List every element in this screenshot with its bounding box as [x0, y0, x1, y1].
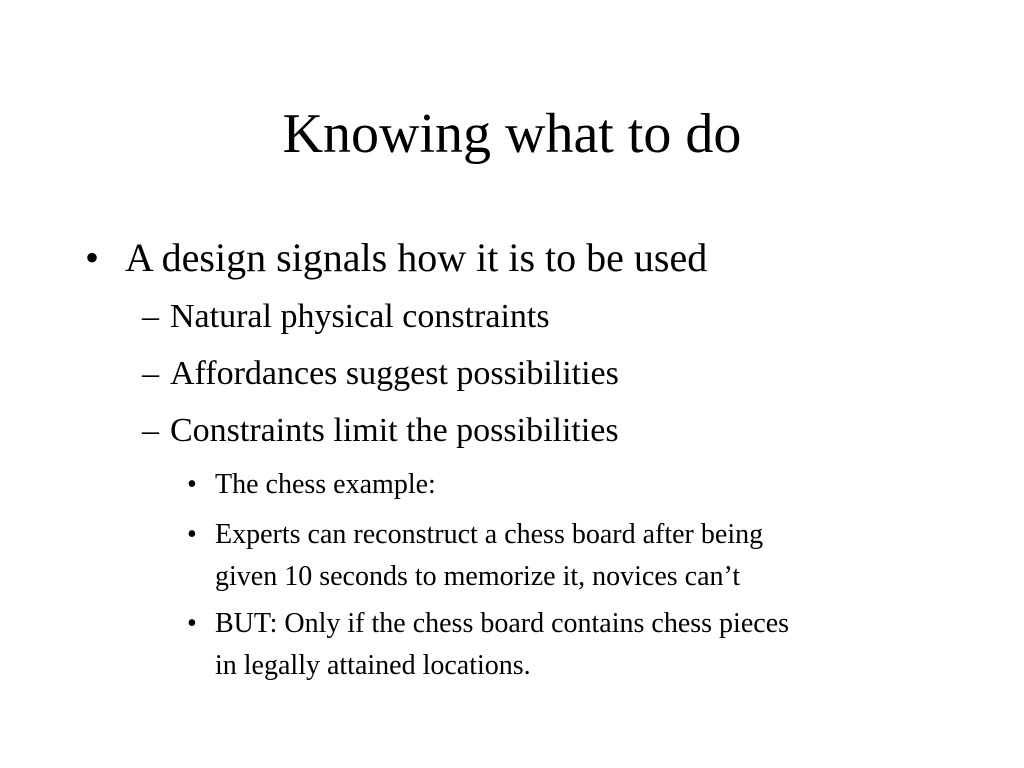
- bullet-text-line: in legally attained locations.: [215, 650, 531, 681]
- bullet-level-3: [187, 514, 764, 598]
- bullet-level-3: [187, 603, 790, 687]
- bullet-text: Constraints limit the possibilities: [170, 412, 619, 449]
- dash-marker: –: [142, 412, 159, 449]
- bullet-text-line: Experts can reconstruct a chess board after being: [215, 519, 764, 550]
- bullet-level-2: [142, 354, 619, 394]
- bullet-text-line: The chess example:: [215, 469, 436, 500]
- bullet-marker: •: [187, 519, 197, 550]
- bullet-level-1: [85, 234, 708, 282]
- bullet-level-3: [187, 464, 436, 506]
- slide-title: Knowing what to do: [282, 103, 742, 165]
- bullet-text: Affordances suggest possibilities: [170, 355, 619, 392]
- bullet-marker: •: [85, 235, 100, 280]
- dash-marker: –: [142, 355, 159, 392]
- bullet-level-2: [142, 297, 550, 337]
- bullet-text-line: BUT: Only if the chess board contains chess pieces: [215, 608, 790, 639]
- dash-marker: –: [142, 298, 159, 335]
- bullet-text: Natural physical constraints: [170, 298, 550, 335]
- bullet-text: A design signals how it is to be used: [125, 235, 708, 280]
- bullet-level-2: [142, 411, 619, 451]
- bullet-text-line: given 10 seconds to memorize it, novices can’t: [215, 561, 741, 592]
- bullet-marker: •: [187, 469, 197, 500]
- bullet-marker: •: [187, 608, 197, 639]
